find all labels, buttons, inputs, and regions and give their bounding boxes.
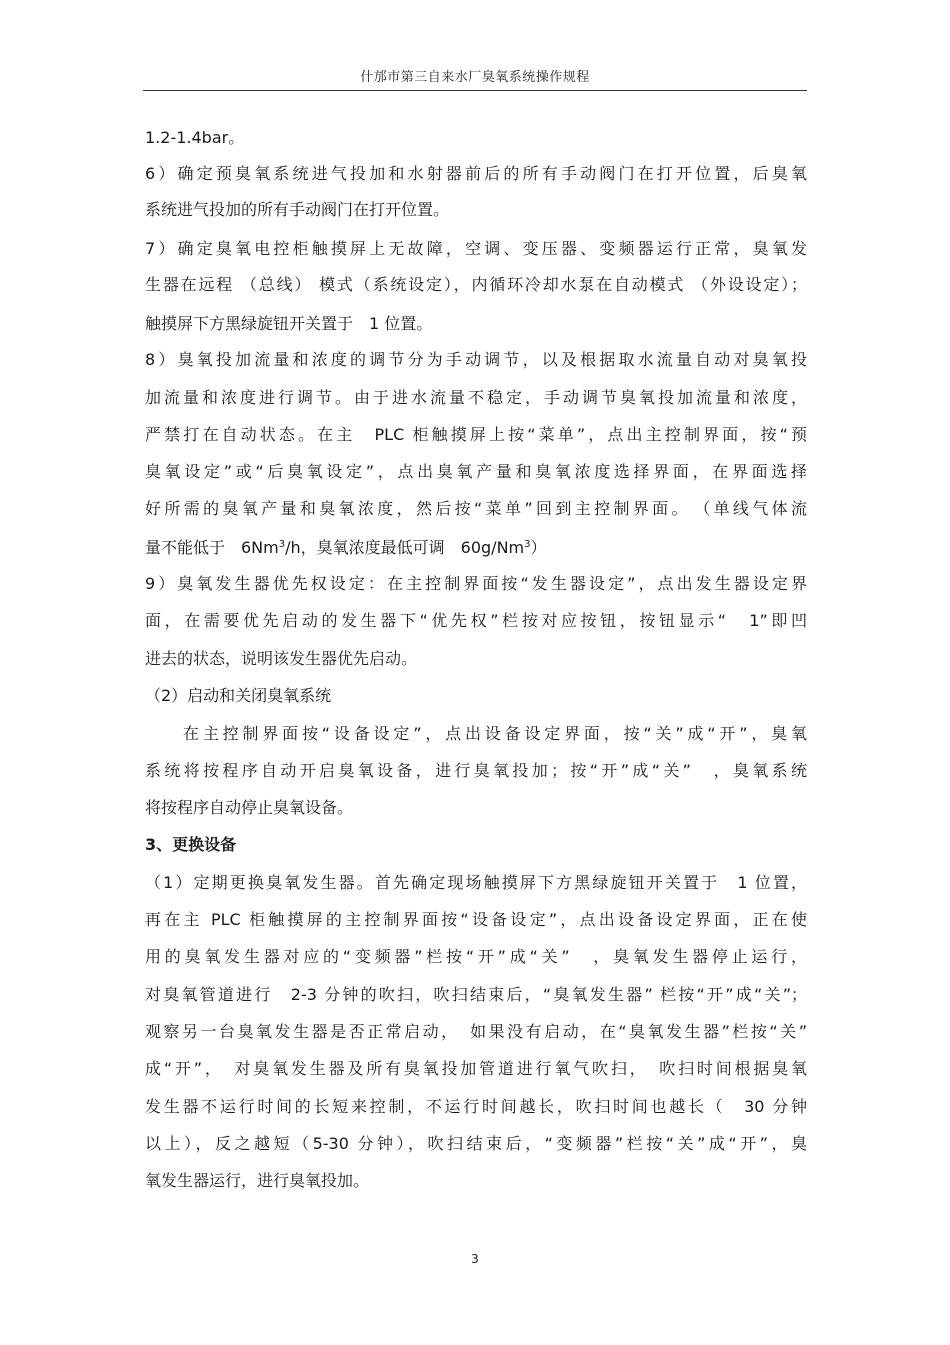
body-line: 系统进气投加的所有手动阀门在打开位置。 bbox=[145, 200, 450, 219]
body-line: 用的臭氧发生器对应的“变频器”栏按“开”成“关” ，臭氧发生器停止运行， bbox=[145, 947, 807, 966]
text-segment: ） bbox=[530, 538, 547, 557]
body-line: 将按程序自动停止臭氧设备。 bbox=[145, 798, 354, 817]
page-header-title: 什邡市第三自来水厂臭氧系统操作规程 bbox=[360, 70, 590, 85]
page-number: 3 bbox=[471, 1252, 479, 1266]
body-line: 系统将按程序自动开启臭氧设备，进行臭氧投加；按“开”成“关” ，臭氧系统 bbox=[145, 761, 807, 780]
body-line: 7）确定臭氧电控柜触摸屏上无故障，空调、变压器、变频器运行正常，臭氧发 bbox=[145, 239, 807, 258]
body-line: 加流量和浓度进行调节。由于进水流量不稳定，手动调节臭氧投加流量和浓度， bbox=[145, 388, 807, 407]
body-line: 进去的状态，说明该发生器优先启动。 bbox=[145, 649, 418, 668]
body-line: 6）确定预臭氧系统进气投加和水射器前后的所有手动阀门在打开位置，后臭氧 bbox=[145, 164, 807, 183]
text-segment: /h，臭氧浓度最低可调 60g/Nm bbox=[285, 538, 525, 557]
body-line: 8）臭氧投加流量和浓度的调节分为手动调节，以及根据取水流量自动对臭氧投 bbox=[145, 350, 807, 369]
body-line: 好所需的臭氧产量和臭氧浓度，然后按“菜单”回到主控制界面。 （单线气体流 bbox=[145, 499, 807, 518]
section-heading: （2）启动和关闭臭氧系统 bbox=[145, 686, 332, 705]
superscript: 3 bbox=[524, 539, 531, 550]
body-line: 面，在需要优先启动的发生器下“优先权”栏按对应按钮，按钮显示“ 1”即凹 bbox=[145, 611, 807, 630]
body-line-with-superscripts bbox=[145, 536, 547, 560]
body-line: （1）定期更换臭氧发生器。首先确定现场触摸屏下方黑绿旋钮开关置于 1 位置， bbox=[145, 873, 807, 892]
body-line: 成“开”， 对臭氧发生器及所有臭氧投加管道进行氧气吹扫， 吹扫时间根据臭氧 bbox=[145, 1059, 807, 1078]
body-line: 触摸屏下方黑绿旋钮开关置于 1 位置。 bbox=[145, 314, 433, 333]
body-line: 再在主 PLC 柜触摸屏的主控制界面按“设备设定”，点出设备设定界面，正在使 bbox=[145, 910, 807, 929]
body-line: 生器在远程 （总线） 模式（系统设定），内循环冷却水泵在自动模式 （外设设定）； bbox=[145, 275, 807, 294]
body-line: 严禁打在自动状态。在主 PLC 柜触摸屏上按“菜单”，点出主控制界面，按“预 bbox=[145, 425, 807, 444]
body-line: 9）臭氧发生器优先权设定：在主控制界面按“发生器设定”，点出发生器设定界 bbox=[145, 574, 807, 593]
header-divider bbox=[143, 90, 807, 91]
body-line: 对臭氧管道进行 2-3 分钟的吹扫，吹扫结束后，“臭氧发生器” 栏按“开”成“关”； bbox=[145, 985, 807, 1004]
section-heading: 3、更换设备 bbox=[145, 835, 237, 854]
body-line: 发生器不运行时间的长短来控制，不运行时间越长，吹扫时间也越长（ 30 分钟 bbox=[145, 1097, 807, 1116]
body-line: 在主控制界面按“设备设定”，点出设备设定界面，按“关”成“开”，臭氧 bbox=[183, 724, 807, 743]
body-line: 以上），反之越短（5-30 分钟），吹扫结束后，“变频器”栏按“关”成“开”，臭 bbox=[145, 1134, 807, 1153]
text-segment: 量不能低于 6Nm bbox=[145, 538, 279, 557]
superscript: 3 bbox=[278, 539, 286, 550]
body-line: 氧发生器运行，进行臭氧投加。 bbox=[145, 1171, 370, 1190]
body-line: 观察另一台臭氧发生器是否正常启动， 如果没有启动，在“臭氧发生器”栏按“关” bbox=[145, 1022, 807, 1041]
body-line: 臭氧设定”或“后臭氧设定”，点出臭氧产量和臭氧浓度选择界面，在界面选择 bbox=[145, 462, 807, 481]
body-line: 1.2-1.4bar。 bbox=[145, 128, 245, 147]
